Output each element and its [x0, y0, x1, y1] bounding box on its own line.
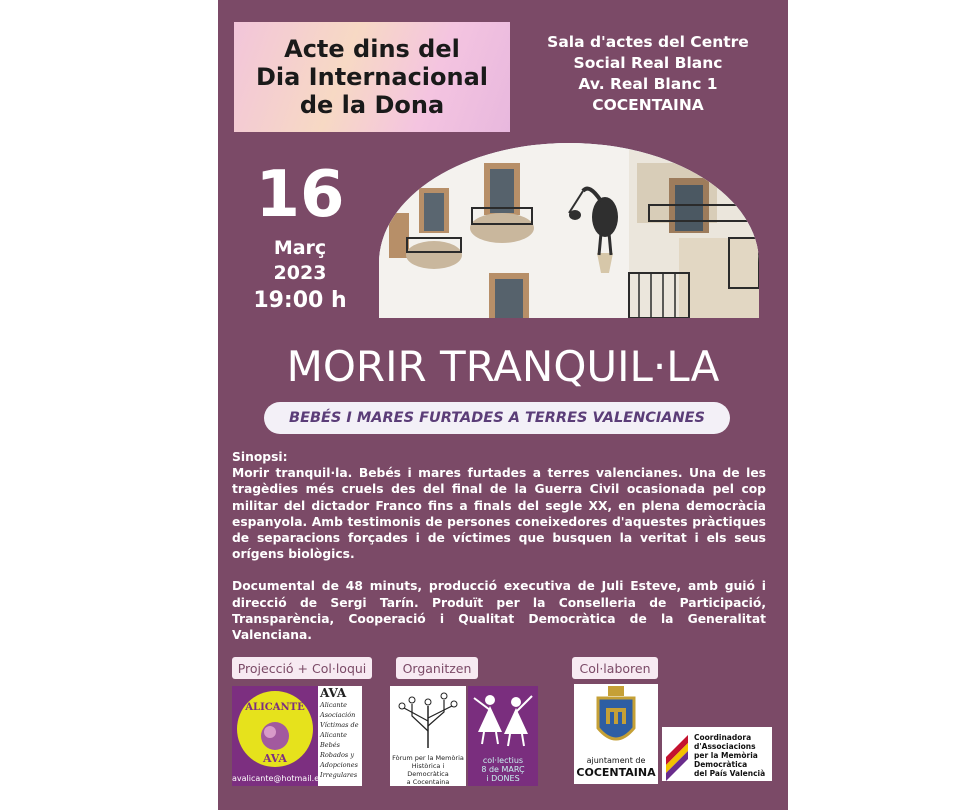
ava-name: AVA [320, 686, 347, 700]
forum-caption-line: Fòrum per la Memòria [392, 754, 464, 762]
ava-logo [232, 686, 362, 786]
building-stork-illustration [379, 143, 759, 318]
tag-projection: Projecció + Col·loqui [232, 657, 372, 679]
coordinadora-caption [694, 733, 772, 778]
event-day: 16 [255, 158, 345, 232]
coordinadora-caption-line: Coordinadora [694, 733, 752, 742]
ava-emblem [232, 686, 318, 772]
forum-memoria-logo [390, 686, 466, 786]
film-subtitle: BEBÉS I MARES FURTADES A TERRES VALENCIANES [289, 410, 705, 426]
ava-line: Alicante [320, 731, 348, 739]
venue-line: COCENTAINA [592, 96, 704, 114]
building-photo [379, 143, 759, 318]
synopsis-credits: Documental de 48 minuts, producció executiva de Juli Esteve, amb guió i direcció de Sergi Tarín. Produït per la Conselleria de Participació, Transparència, Cooperació i Qualitat Democràtica de la Generalitat Valenciana. [232, 579, 766, 643]
coordinadora-caption-line: per la Memòria [694, 751, 758, 760]
tag-collaborators: Col·laboren [572, 657, 658, 679]
ava-line: Asociación [320, 711, 356, 719]
event-month: Març [273, 237, 327, 259]
event-title-box [234, 22, 510, 132]
ava-line: Víctimas de [320, 721, 359, 729]
ava-line: Irregulares [320, 771, 358, 779]
film-subtitle-pill [264, 402, 730, 434]
tag-organizers: Organitzen [396, 657, 478, 679]
venue-line: Av. Real Blanc 1 [578, 75, 718, 93]
colectius-caption-line: col·lectius [482, 756, 524, 765]
venue-line: Sala d'actes del Centre [547, 33, 749, 51]
event-date [240, 236, 360, 316]
dancing-women-icon [468, 686, 538, 754]
film-title: MORIR TRANQUIL·LA [286, 342, 720, 391]
colectius-caption-line: i DONES [486, 774, 520, 783]
event-year: 2023 [273, 262, 327, 284]
ava-text [320, 686, 362, 780]
venue-line: Social Real Blanc [573, 54, 723, 72]
colectius-caption-line: 8 de MARÇ [481, 765, 525, 774]
ava-email: avalicante@hotmail.es [232, 772, 318, 786]
colectius-caption [468, 756, 538, 783]
event-title-line: Dia Internacional [255, 63, 489, 91]
synopsis-paragraph: Morir tranquil·la. Bebés i mares furtades a terres valencianes. Una de les tragèdies més cruels des del final de la Guerra Civil ocasionada pel cop militar del dictador Franco fins a finals del segle XX, en plena democràcia espanyola. Amb testimonis de persones coneixedores d'aquestes pràctiques de separacions forçades i de víctimes que busquen la veritat i els seus orígens biològics. [232, 466, 766, 562]
coat-of-arms-icon [574, 684, 658, 754]
colectius-logo [468, 686, 538, 786]
coordinadora-caption-line: d'Associacions [694, 742, 756, 751]
republican-flag-icon [662, 727, 694, 781]
ava-line: Bebés [320, 741, 340, 749]
ava-circle-top: ALICANTE [245, 702, 305, 713]
ava-line: Robados y [320, 751, 354, 759]
synopsis-label: Sinopsi: [232, 450, 288, 464]
forum-caption-line: Històrica i Democràtica [407, 762, 449, 778]
forum-caption [390, 754, 466, 786]
coordinadora-logo [662, 727, 772, 781]
ava-circle-bottom: AVA [263, 752, 287, 765]
ava-line: Adopciones [320, 761, 358, 769]
coordinadora-caption-line: del País Valencià [694, 769, 766, 778]
tree-icon [390, 686, 466, 752]
coordinadora-caption-line: Democràtica [694, 760, 748, 769]
event-poster [218, 0, 788, 810]
event-title-line: de la Dona [299, 91, 445, 119]
venue-address [523, 32, 773, 116]
ava-line: Alicante [320, 701, 348, 709]
event-title-line: Acte dins del [284, 35, 460, 63]
ajuntament-cocentaina-logo [574, 684, 658, 784]
synopsis [232, 449, 766, 643]
ajuntament-line2: COCENTAINA [576, 766, 656, 779]
event-time: 19:00 h [253, 288, 347, 313]
ajuntament-line1: ajuntament de [586, 756, 646, 765]
forum-caption-line: a Cocentaina [406, 778, 450, 786]
